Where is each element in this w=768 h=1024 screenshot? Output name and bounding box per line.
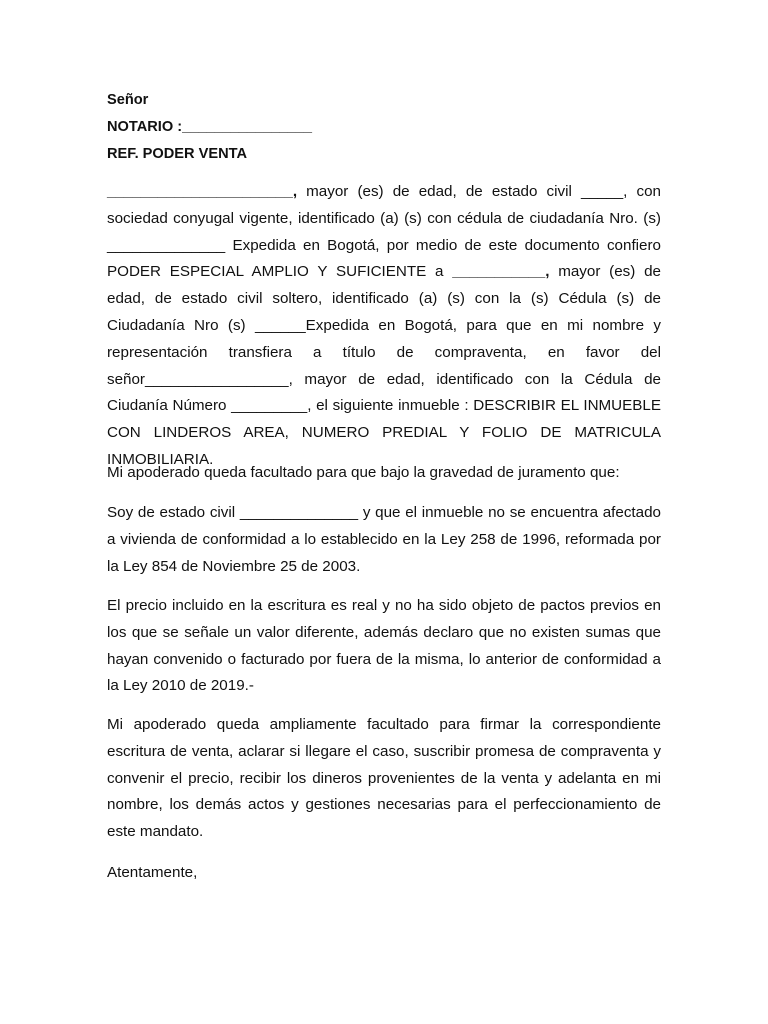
paragraph-price: El precio incluido en la escritura es real y no ha sido objeto de pactos previos en los que se señale un valor diferente, además declaro que no existen sumas que hayan convenido o facturado por fuera de la misma, lo anterior de conformidad a la Ley 2010 de 2019.-: [107, 597, 661, 695]
paragraph-powers: Mi apoderado queda ampliamente facultado para firmar la correspondiente escritura de venta, aclarar si llegare el caso, suscribir promesa de compraventa y convenir el precio, recibir los dineros provenientes de la venta y adelanta en mi nombre, los demás actos y gestiones necesarias para el perfeccionamiento de este mandato.: [107, 716, 661, 841]
closing: Atentamente,: [107, 864, 198, 881]
paragraph-oath: Mi apoderado queda facultado para que bajo la gravedad de juramento que:: [107, 464, 620, 481]
grantor-blank: ______________________,: [107, 183, 298, 200]
reference-line: REF. PODER VENTA: [107, 146, 248, 162]
paragraph-civil-status: Soy de estado civil ______________ y que el inmueble no se encuentra afectado a vivienda de conformidad a lo establecido en la Ley 258 de 1996, reformada por la Ley 854 de Noviembre 25 de 2003.: [107, 504, 661, 575]
grantor-text-continued: mayor (es) de edad, de estado civil soltero, identificado (a) (s) con la (s) Cédula (s) de Ciudadanía Nro (s) ______Expedida en Bogotá, para que en mi nombre y representación transfiera a título de compraventa, en favor del señor_________________, mayor de edad, identificado con la Cédula de Ciudanía Número _________, el siguiente inmueble : DESCRIBIR EL INMUEBLE CON LINDEROS AREA, NUMERO PREDIAL Y FOLIO DE MATRICULA INMOBILIARIA.: [107, 263, 662, 468]
salutation: Señor: [107, 92, 149, 108]
notary-line: NOTARIO :________________: [107, 119, 312, 135]
paragraph-grantor: [107, 179, 661, 474]
attorney-blank: ___________,: [452, 263, 550, 281]
grantor-text: mayor (es) de edad, de estado civil _____, con sociedad conyugal vigente, identificado (a) (s) con cédula de ciudadanía Nro. (s) ______________ Expedida en Bogotá, por medio de este documento confiero PODER ESPECIAL AMPLIO Y SUFICIENTE a: [107, 183, 661, 281]
